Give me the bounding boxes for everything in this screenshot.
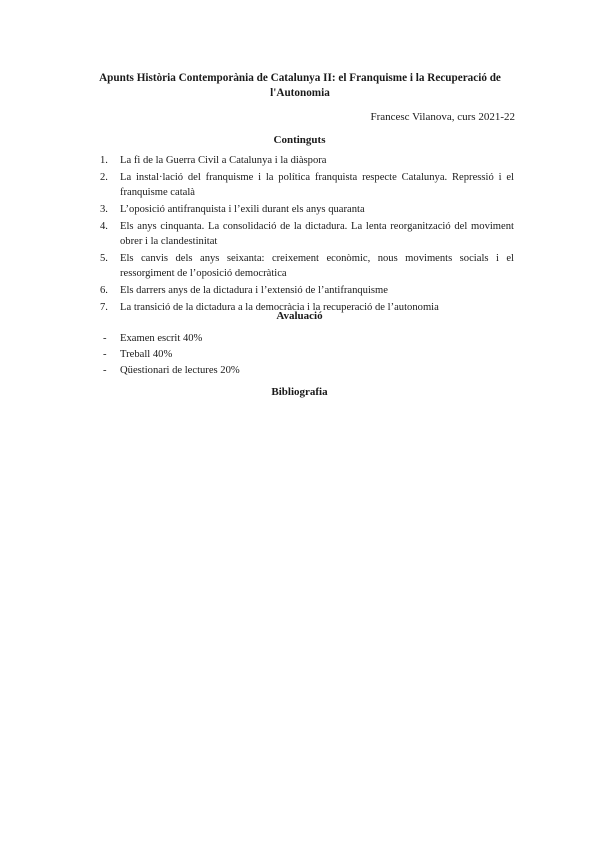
contents-list [100, 154, 514, 319]
evaluation-bullet: - [103, 349, 107, 360]
contents-item-text: L’oposició antifranquista i l’exili durant els anys quaranta [120, 204, 365, 216]
evaluation-item [100, 348, 500, 363]
contents-item-number: 3. [100, 204, 108, 216]
evaluation-item-text: Qüestionari de lectures 20% [120, 365, 240, 376]
contents-item-text: La transició de la dictadura a la democràcia i la recuperació de l’autonomia [120, 302, 439, 314]
contents-item [100, 171, 514, 200]
evaluation-item [100, 332, 500, 347]
contents-item [100, 284, 514, 299]
contents-item [100, 203, 514, 218]
contents-item-text: La instal·lació del franquisme i la política franquista respecte Catalunya. Repressió i el franquisme català [120, 172, 514, 198]
contents-item-text: Els darrers anys de la dictadura i l’extensió de l’antifranquisme [120, 284, 388, 296]
contents-item-text: Els anys cinquanta. La consolidació de la dictadura. La lenta reorganització del moviment obrer i la clandestinitat [120, 221, 514, 247]
evaluation-item-text: Treball 40% [120, 349, 173, 360]
contents-item-number: 1. [100, 155, 108, 166]
evaluation-heading: Avaluació [276, 310, 323, 322]
contents-item [100, 252, 514, 281]
contents-heading: Continguts [273, 134, 326, 146]
document-title: Apunts Història Contemporània de Catalunya II: el Franquisme i la Recuperació de l'Autonomia [99, 72, 501, 99]
contents-item-number: 2. [100, 172, 108, 184]
contents-item-number: 6. [100, 284, 108, 296]
bibliography-heading: Bibliografia [271, 386, 328, 398]
contents-item [100, 154, 514, 169]
evaluation-bullet: - [103, 333, 107, 344]
evaluation-list [100, 332, 500, 380]
contents-item [100, 220, 514, 249]
contents-item-number: 7. [100, 302, 108, 314]
evaluation-bullet: - [103, 365, 107, 376]
evaluation-item-text: Examen escrit 40% [120, 333, 203, 344]
contents-item-number: 4. [100, 221, 108, 233]
contents-item-number: 5. [100, 253, 108, 265]
evaluation-item [100, 364, 500, 379]
contents-item-text: Els canvis dels anys seixanta: creixement econòmic, nous moviments socials i el ressorgiment de l’oposició democràtica [120, 253, 514, 279]
author-line: Francesc Vilanova, curs 2021-22 [370, 111, 515, 123]
contents-item-text: La fi de la Guerra Civil a Catalunya i la diàspora [120, 155, 327, 166]
